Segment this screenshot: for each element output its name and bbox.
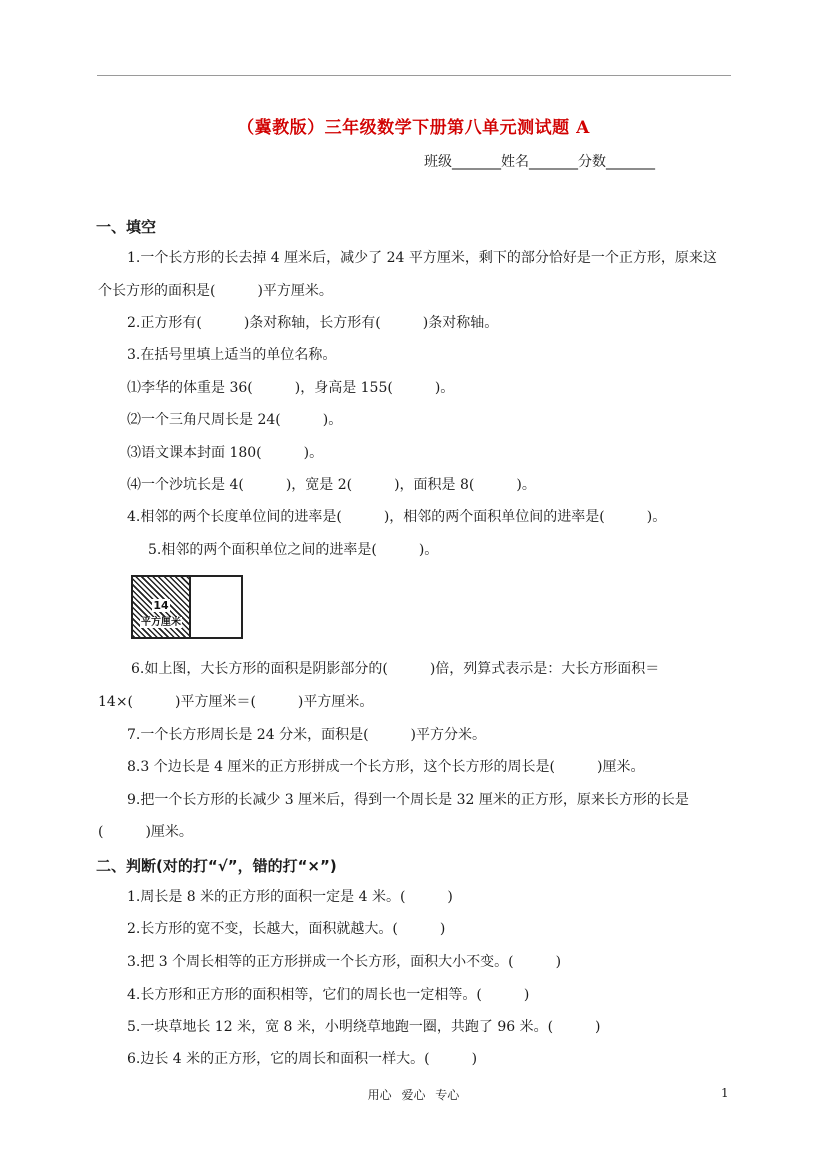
- question-line: 3.在括号里填上适当的单位名称。: [127, 347, 337, 363]
- question-line: 6.如上图，大长方形的面积是阴影部分的( )倍，列算式表示是：大长方形面积＝: [131, 661, 660, 677]
- question-line: ⑶语文课本封面 180( )。: [127, 445, 324, 461]
- shaded-area-unit: 平方厘米: [141, 617, 181, 628]
- question-line: 7.一个长方形周长是 24 分米，面积是( )平方分米。: [127, 727, 486, 743]
- question-line: 9.把一个长方形的长减少 3 厘米后，得到一个周长是 32 厘米的正方形，原来长方形的长是: [127, 792, 689, 808]
- question-line: 3.把 3 个周长相等的正方形拼成一个长方形，面积大小不变。( ): [127, 954, 562, 970]
- question-line: ⑴李华的体重是 36( )，身高是 155( )。: [127, 380, 455, 396]
- document-title: （冀教版）三年级数学下册第八单元测试题 A: [237, 118, 590, 138]
- question-line: ( )厘米。: [98, 824, 193, 840]
- question-line: 8.3 个边长是 4 厘米的正方形拼成一个长方形，这个长方形的周长是( )厘米。: [127, 759, 645, 775]
- question-line: 5.相邻的两个面积单位之间的进率是( )。: [148, 542, 439, 558]
- question-line: 个长方形的面积是( )平方厘米。: [98, 283, 333, 299]
- question-line: 1.一个长方形的长去掉 4 厘米后，减少了 24 平方厘米，剩下的部分恰好是一个正方形，原来这: [127, 250, 717, 266]
- section-heading-fill-in: 一、填空: [96, 218, 157, 236]
- rectangle-figure: [131, 575, 243, 639]
- question-line: 4.长方形和正方形的面积相等，它们的周长也一定相等。( ): [127, 987, 530, 1003]
- question-line: 2.长方形的宽不变，长越大，面积就越大。( ): [127, 921, 446, 937]
- section-heading-true-false: 二、判断(对的打“√”，错的打“×”): [96, 857, 337, 875]
- header-rule: [97, 75, 731, 76]
- question-line: ⑵一个三角尺周长是 24( )。: [127, 412, 343, 428]
- question-line: 5.一块草地长 12 米，宽 8 米，小明绕草地跑一圈，共跑了 96 米。( ): [127, 1019, 601, 1035]
- question-line: 14×( )平方厘米＝( )平方厘米。: [98, 694, 374, 710]
- question-line: 1.周长是 8 米的正方形的面积一定是 4 米。( ): [127, 889, 453, 905]
- student-info-line: 班级_______姓名_______分数_______: [424, 154, 655, 170]
- question-line: 6.边长 4 米的正方形，它的周长和面积一样大。( ): [127, 1051, 478, 1067]
- question-line: ⑷一个沙坑长是 4( )，宽是 2( )，面积是 8( )。: [127, 477, 536, 493]
- shaded-area-number: 14: [153, 599, 169, 612]
- question-line: 2.正方形有( )条对称轴，长方形有( )条对称轴。: [127, 315, 499, 331]
- question-line: 4.相邻的两个长度单位间的进率是( )，相邻的两个面积单位间的进率是( )。: [127, 509, 667, 525]
- page-footer: 用心 爱心 专心: [367, 1088, 460, 1102]
- page-number: 1: [721, 1086, 729, 1100]
